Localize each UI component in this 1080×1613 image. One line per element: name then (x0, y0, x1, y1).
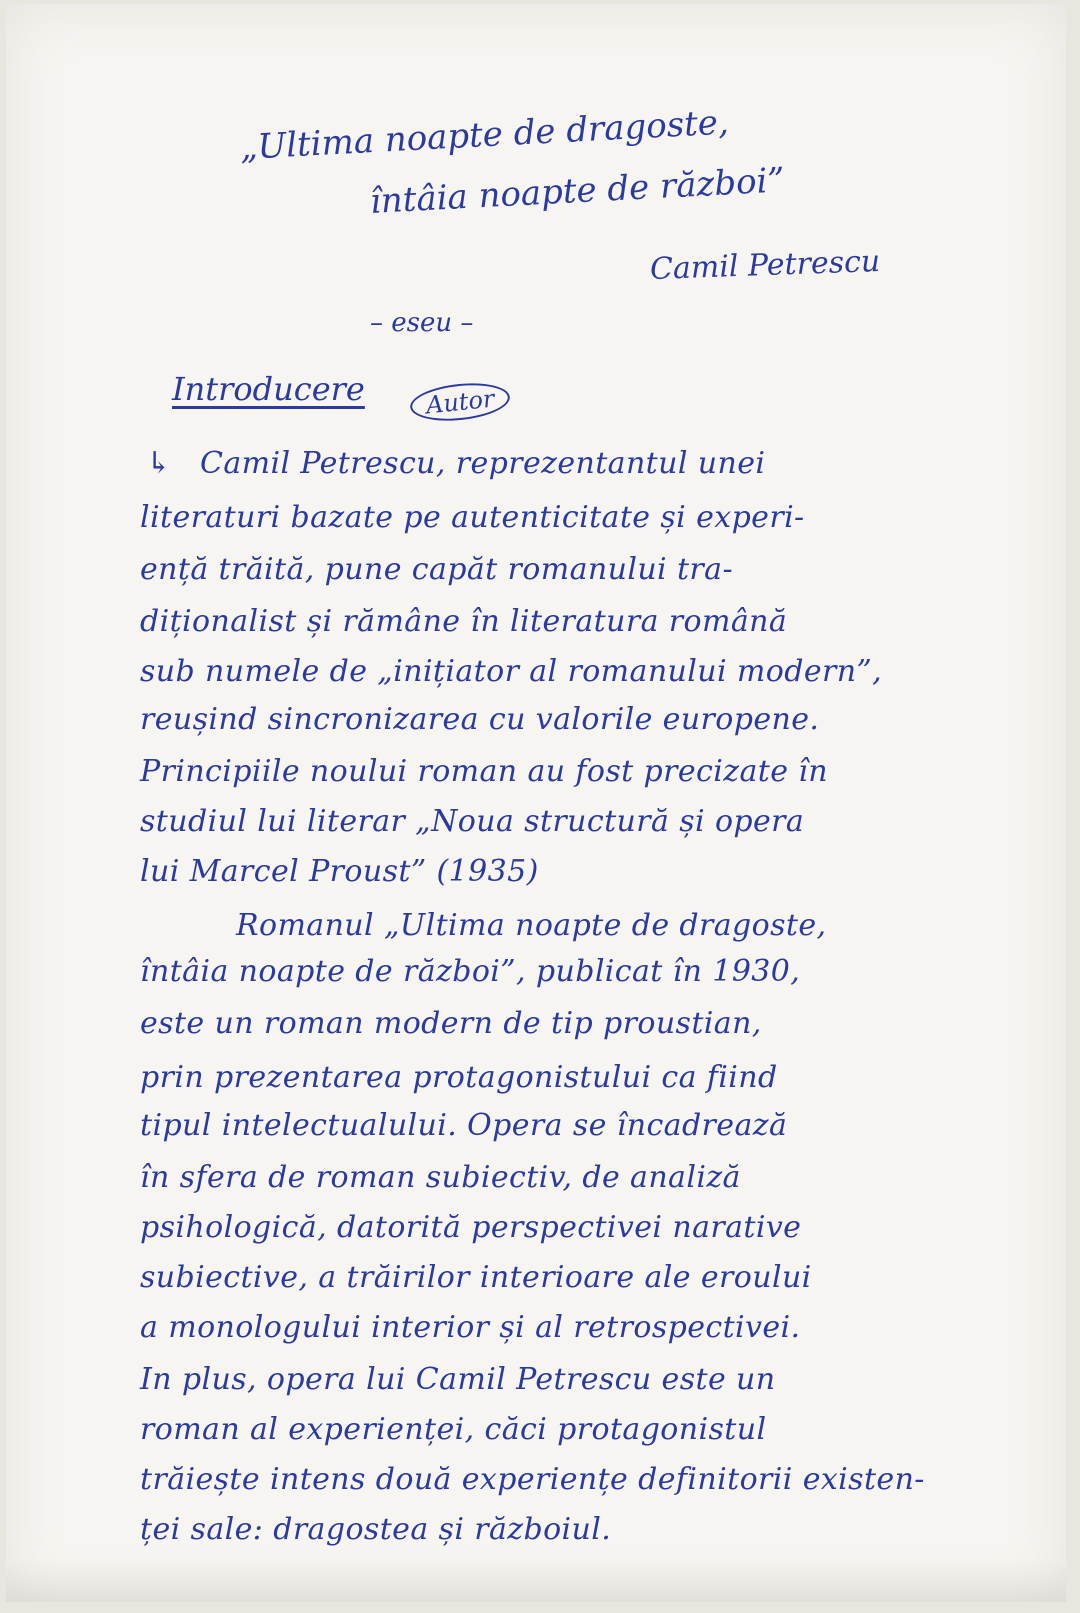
paragraph-1-line: Camil Petrescu, reprezentantul unei (200, 446, 766, 481)
page-shadow (6, 1560, 1066, 1602)
paragraph-2-line: în sfera de roman subiectiv, de analiză (140, 1160, 741, 1195)
paragraph-2-line: trăiește intens două experiențe definitorii existen- (140, 1462, 925, 1497)
paragraph-2-line: tipul intelectualului. Opera se încadrează (140, 1108, 788, 1143)
essay-title-line-2: întâia noapte de război” (368, 160, 786, 222)
paragraph-2-line: In plus, opera lui Camil Petrescu este un (140, 1362, 776, 1397)
essay-title-line-1: „Ultima noapte de dragoste, (238, 102, 730, 168)
paragraph-1-line: diționalist și rămâne în literatura română (140, 604, 788, 639)
genre-label: – eseu – (370, 308, 474, 338)
paragraph-1-line: literaturi bazate pe autenticitate și experi- (140, 500, 805, 535)
paragraph-1-line: studiul lui literar „Noua structură și opera (140, 804, 805, 839)
paragraph-2-line: roman al experienței, căci protagonistul (140, 1412, 767, 1447)
paragraph-1-line: sub numele de „inițiator al romanului modern”, (140, 654, 883, 689)
section-heading: Introducere (172, 370, 365, 408)
paragraph-2-line: Romanul „Ultima noapte de dragoste, (236, 908, 827, 943)
paragraph-2-line: prin prezentarea protagonistului ca fiind (140, 1060, 778, 1095)
paragraph-2-line: ței sale: dragostea și războiul. (140, 1512, 612, 1547)
paragraph-2-line: este un roman modern de tip proustian, (140, 1006, 762, 1041)
paragraph-1-line: ență trăită, pune capăt romanului tra- (140, 552, 733, 587)
paragraph-1-line: reușind sincronizarea cu valorile europene. (140, 702, 820, 737)
paragraph-2-line: a monologului interior și al retrospectivei. (140, 1310, 801, 1345)
paragraph-1-line: lui Marcel Proust” (1935) (140, 854, 539, 889)
paragraph-1-line: Principiile noului roman au fost precizate în (140, 754, 829, 789)
paragraph-2-line: psihologică, datorită perspectivei narative (140, 1210, 802, 1245)
paragraph-2-line: subiective, a trăirilor interioare ale eroului (140, 1260, 812, 1295)
arrow-icon: ↳ (146, 446, 172, 481)
paragraph-2-line: întâia noapte de război”, publicat în 1930, (140, 954, 801, 989)
section-tag: Autor (408, 379, 512, 425)
author-name: Camil Petrescu (649, 243, 881, 287)
